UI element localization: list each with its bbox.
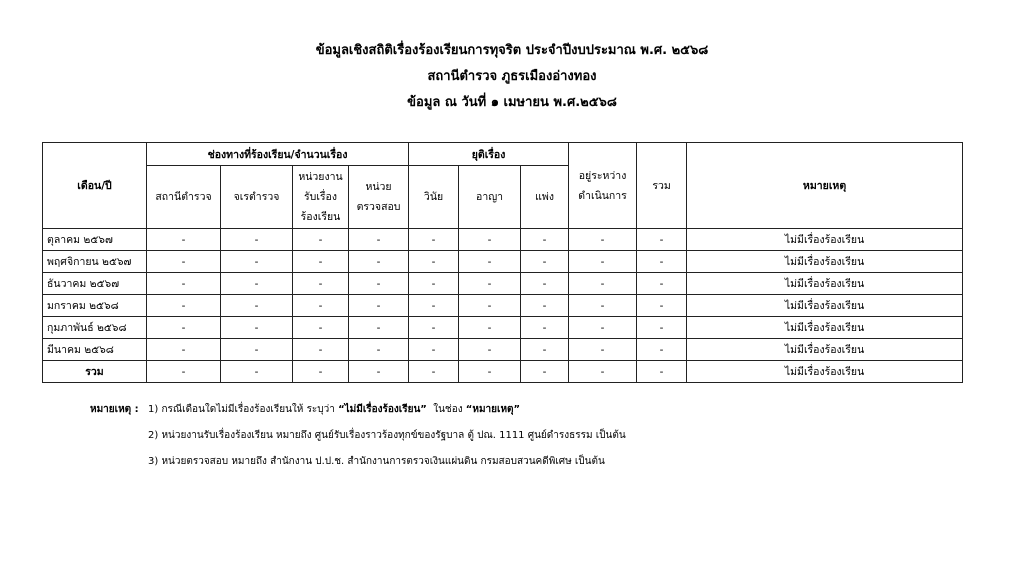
- cell-criminal: -: [459, 339, 521, 361]
- cell-civil: -: [521, 317, 569, 339]
- header-channels: ช่องทางที่ร้องเรียน/จำนวนเรื่อง: [147, 143, 409, 166]
- cell-remark: ไม่มีเรื่องร้องเรียน: [687, 229, 963, 251]
- table-row: [43, 251, 963, 273]
- footnote-3-text: 3) หน่วยตรวจสอบ หมายถึง สำนักงาน ป.ป.ช. สำนักงานการตรวจเงินแผ่นดิน กรมสอบสวนคดีพิเศษ เป็นต้น: [148, 456, 605, 467]
- cell-agency: -: [293, 339, 349, 361]
- row-month: มีนาคม ๒๕๖๘: [43, 339, 147, 361]
- cell-agency: -: [293, 361, 349, 383]
- cell-station: -: [147, 273, 221, 295]
- cell-agency: -: [293, 295, 349, 317]
- cell-criminal: -: [459, 361, 521, 383]
- footnote-1-quote-remark: “หมายเหตุ”: [465, 404, 521, 415]
- cell-criminal: -: [459, 317, 521, 339]
- cell-remark: ไม่มีเรื่องร้องเรียน: [687, 273, 963, 295]
- cell-discipline: -: [409, 339, 459, 361]
- cell-total: -: [637, 273, 687, 295]
- cell-civil: -: [521, 361, 569, 383]
- cell-in-progress: -: [569, 339, 637, 361]
- footnote-2-text: 2) หน่วยงานรับเรื่องร้องเรียน หมายถึง ศูนย์รับเรื่องราวร้องทุกข์ของรัฐบาล ตู้ ปณ. 1111 ศูนย์ดำรงธรรม เป็นต้น: [148, 430, 626, 441]
- header-channel-station: สถานีตำรวจ: [147, 166, 221, 229]
- row-month: ตุลาคม ๒๕๖๗: [43, 229, 147, 251]
- cell-remark: ไม่มีเรื่องร้องเรียน: [687, 317, 963, 339]
- table-row: [43, 317, 963, 339]
- row-month: มกราคม ๒๕๖๘: [43, 295, 147, 317]
- cell-remark: ไม่มีเรื่องร้องเรียน: [687, 361, 963, 383]
- header-closed-civil: แพ่ง: [521, 166, 569, 229]
- table-row: [43, 229, 963, 251]
- cell-station: -: [147, 229, 221, 251]
- header-closed-criminal: อาญา: [459, 166, 521, 229]
- cell-agency: -: [293, 251, 349, 273]
- cell-audit: -: [349, 317, 409, 339]
- cell-civil: -: [521, 251, 569, 273]
- cell-officer: -: [221, 229, 293, 251]
- cell-agency: -: [293, 273, 349, 295]
- cell-civil: -: [521, 295, 569, 317]
- data-date: ข้อมูล ณ วันที่ ๑ เมษายน พ.ศ.๒๕๖๘: [407, 95, 617, 110]
- cell-discipline: -: [409, 251, 459, 273]
- cell-total: -: [637, 295, 687, 317]
- cell-audit: -: [349, 295, 409, 317]
- cell-criminal: -: [459, 229, 521, 251]
- cell-officer: -: [221, 317, 293, 339]
- header-channel-agency: หน่วยงาน รับเรื่อง ร้องเรียน: [293, 166, 349, 229]
- cell-remark: ไม่มีเรื่องร้องเรียน: [687, 295, 963, 317]
- cell-discipline: -: [409, 273, 459, 295]
- cell-officer: -: [221, 361, 293, 383]
- cell-total: -: [637, 361, 687, 383]
- cell-total: -: [637, 339, 687, 361]
- cell-civil: -: [521, 273, 569, 295]
- footnote-1-prefix: 1) กรณีเดือนใดไม่มีเรื่องร้องเรียนให้ ระบุว่า: [148, 404, 339, 415]
- cell-remark: ไม่มีเรื่องร้องเรียน: [687, 251, 963, 273]
- cell-in-progress: -: [569, 295, 637, 317]
- cell-station: -: [147, 361, 221, 383]
- cell-criminal: -: [459, 295, 521, 317]
- cell-officer: -: [221, 339, 293, 361]
- document-header: [0, 38, 1024, 116]
- cell-in-progress: -: [569, 361, 637, 383]
- cell-audit: -: [349, 251, 409, 273]
- header-closed: ยุติเรื่อง: [409, 143, 569, 166]
- cell-total: -: [637, 317, 687, 339]
- complaint-statistics-table: [42, 142, 963, 383]
- header-remark: หมายเหตุ: [687, 143, 963, 229]
- table-row: [43, 295, 963, 317]
- cell-station: -: [147, 295, 221, 317]
- cell-audit: -: [349, 361, 409, 383]
- cell-total: -: [637, 251, 687, 273]
- footnote-1: [90, 402, 626, 428]
- cell-officer: -: [221, 273, 293, 295]
- footnote-2: [90, 428, 626, 454]
- cell-audit: -: [349, 339, 409, 361]
- header-channel-officer: จเรตำรวจ: [221, 166, 293, 229]
- cell-in-progress: -: [569, 229, 637, 251]
- footnote-label: หมายเหตุ :: [90, 404, 139, 415]
- cell-discipline: -: [409, 295, 459, 317]
- cell-in-progress: -: [569, 317, 637, 339]
- cell-remark: ไม่มีเรื่องร้องเรียน: [687, 339, 963, 361]
- cell-station: -: [147, 251, 221, 273]
- header-channel-audit: หน่วย ตรวจสอบ: [349, 166, 409, 229]
- cell-total: -: [637, 229, 687, 251]
- cell-criminal: -: [459, 273, 521, 295]
- header-month: เดือน/ปี: [43, 143, 147, 229]
- total-row: [43, 361, 963, 383]
- row-month: ธันวาคม ๒๕๖๗: [43, 273, 147, 295]
- cell-officer: -: [221, 251, 293, 273]
- cell-audit: -: [349, 229, 409, 251]
- total-label: รวม: [43, 361, 147, 383]
- document-title: ข้อมูลเชิงสถิติเรื่องร้องเรียนการทุจริต ประจำปีงบประมาณ พ.ศ. ๒๕๖๘: [315, 43, 709, 58]
- cell-in-progress: -: [569, 273, 637, 295]
- cell-agency: -: [293, 229, 349, 251]
- cell-discipline: -: [409, 361, 459, 383]
- table-row: [43, 339, 963, 361]
- footnotes: [90, 402, 626, 480]
- cell-station: -: [147, 339, 221, 361]
- footnote-1-mid: ในช่อง: [426, 404, 466, 415]
- station-name: สถานีตำรวจ ภูธรเมืองอ่างทอง: [427, 69, 597, 84]
- cell-officer: -: [221, 295, 293, 317]
- cell-in-progress: -: [569, 251, 637, 273]
- header-in-progress: อยู่ระหว่าง ดำเนินการ: [569, 143, 637, 229]
- cell-discipline: -: [409, 317, 459, 339]
- cell-civil: -: [521, 339, 569, 361]
- cell-discipline: -: [409, 229, 459, 251]
- cell-audit: -: [349, 273, 409, 295]
- footnote-3: [90, 454, 626, 480]
- cell-criminal: -: [459, 251, 521, 273]
- header-closed-discipline: วินัย: [409, 166, 459, 229]
- row-month: พฤศจิกายน ๒๕๖๗: [43, 251, 147, 273]
- cell-civil: -: [521, 229, 569, 251]
- row-month: กุมภาพันธ์ ๒๕๖๘: [43, 317, 147, 339]
- footnote-1-quote-no-complaint: “ไม่มีเรื่องร้องเรียน”: [338, 404, 427, 415]
- cell-station: -: [147, 317, 221, 339]
- header-total: รวม: [637, 143, 687, 229]
- table-row: [43, 273, 963, 295]
- cell-agency: -: [293, 317, 349, 339]
